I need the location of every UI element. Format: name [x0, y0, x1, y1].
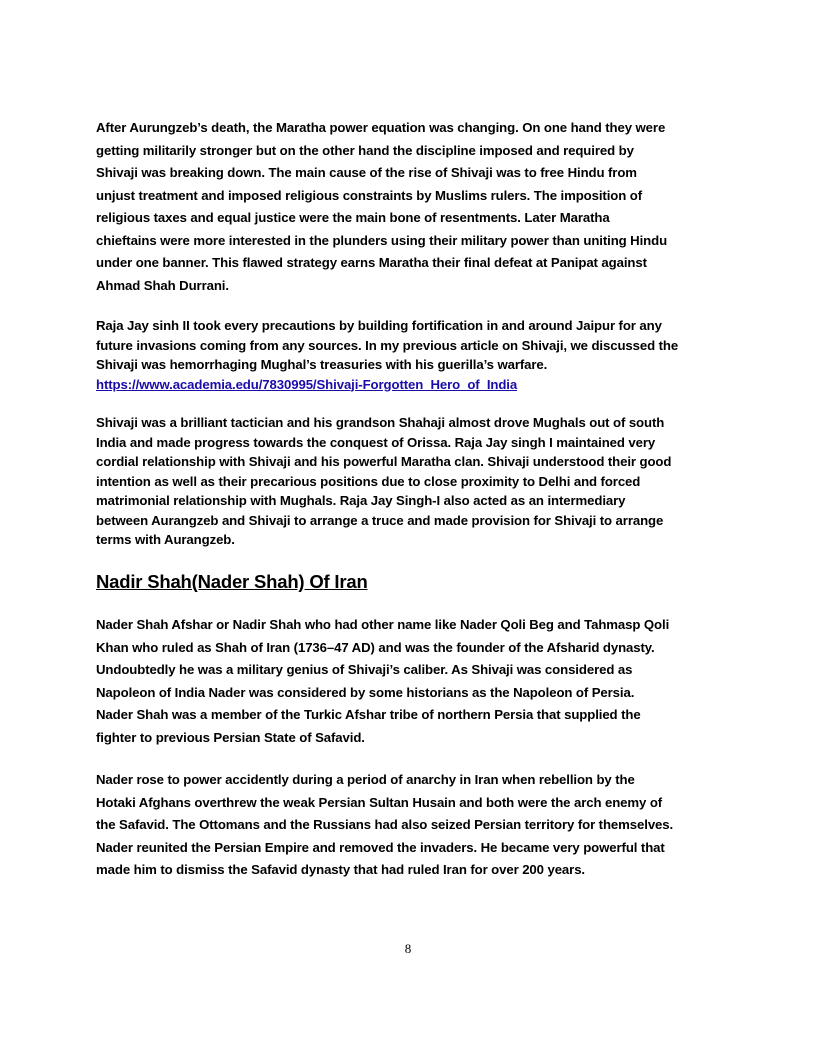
- text-line: Hotaki Afghans overthrew the weak Persian Sultan Husain and both were the arch enemy of: [96, 794, 663, 810]
- section-heading: Nadir Shah(Nader Shah) Of Iran: [96, 571, 368, 592]
- text-line: the Safavid. The Ottomans and the Russians had also seized Persian territory for themselves.: [96, 817, 674, 832]
- page-number: 8: [404, 941, 412, 956]
- text-line: unjust treatment and imposed religious constraints by Muslims rulers. The imposition of: [96, 187, 642, 203]
- text-line: fighter to previous Persian State of Safavid.: [96, 729, 365, 745]
- text-line: getting militarily stronger but on the other hand the discipline imposed and required by: [96, 142, 634, 158]
- text-line: Shivaji was breaking down. The main cause of the rise of Shivaji was to free Hindu from: [96, 165, 637, 180]
- text-line: under one banner. This flawed strategy earns Maratha their final defeat at Panipat against: [96, 255, 647, 270]
- text-line: between Aurangzeb and Shivaji to arrange a truce and made provision for Shivaji to arrange: [96, 512, 664, 528]
- text-line: intention as well as their precarious positions due to close proximity to Delhi and forced: [96, 473, 641, 489]
- text-line: Napoleon of India Nader was considered by some historians as the Napoleon of Persia.: [96, 684, 635, 700]
- text-line: made him to dismiss the Safavid dynasty that had ruled Iran for over 200 years.: [96, 862, 585, 877]
- paragraph-aurungzeb-death: [96, 117, 720, 297]
- text-line: matrimonial relationship with Mughals. Raja Jay Singh-I also acted as an intermediary: [96, 493, 626, 508]
- text-line: chieftains were more interested in the plunders using their military power than uniting Hindu: [96, 232, 668, 248]
- text-line: Nader Shah Afshar or Nadir Shah who had other name like Nader Qoli Beg and Tahmasp Qoli: [96, 617, 670, 632]
- text-line: Raja Jay sinh II took every precautions by building fortification in and around Jaipur for any: [96, 318, 662, 333]
- text-line: terms with Aurangzeb.: [96, 532, 235, 547]
- text-line: Shivaji was hemorrhaging Mughal’s treasuries with his guerilla’s warfare.: [96, 357, 548, 372]
- paragraph-shivaji-tactician: [96, 413, 720, 550]
- text-line: Khan who ruled as Shah of Iran (1736–47 AD) and was the founder of the Afsharid dynasty.: [96, 639, 655, 655]
- text-line: India and made progress towards the conquest of Orissa. Raja Jay singh I maintained very: [96, 434, 656, 450]
- text-line: religious taxes and equal justice were the main bone of resentments. Later Maratha: [96, 210, 610, 225]
- text-line: Nader rose to power accidently during a period of anarchy in Iran when rebellion by the: [96, 772, 635, 787]
- text-line: Nader reunited the Persian Empire and removed the invaders. He became very powerful that: [96, 839, 665, 855]
- paragraph-nader-shah-afshar: [96, 614, 720, 749]
- paragraph-raja-jay-sinh: [96, 316, 720, 394]
- text-line: Ahmad Shah Durrani.: [96, 277, 229, 293]
- text-line: Nader Shah was a member of the Turkic Afshar tribe of northern Persia that supplied the: [96, 707, 641, 722]
- text-line: After Aurungzeb’s death, the Maratha power equation was changing. On one hand they were: [96, 120, 666, 135]
- academia-article-link[interactable]: https://www.academia.edu/7830995/Shivaji-Forgotten_Hero_of_India: [96, 376, 518, 392]
- text-line: cordial relationship with Shivaji and his powerful Maratha clan. Shivaji understood their good: [96, 454, 672, 469]
- text-line: Undoubtedly he was a military genius of Shivaji’s caliber. As Shivaji was considered as: [96, 662, 633, 677]
- text-line: Shivaji was a brilliant tactician and his grandson Shahaji almost drove Mughals out of south: [96, 415, 665, 430]
- text-line: future invasions coming from any sources. In my previous article on Shivaji, we discussed the: [96, 337, 679, 353]
- paragraph-nader-rise-to-power: [96, 769, 720, 882]
- link-line: [96, 375, 720, 395]
